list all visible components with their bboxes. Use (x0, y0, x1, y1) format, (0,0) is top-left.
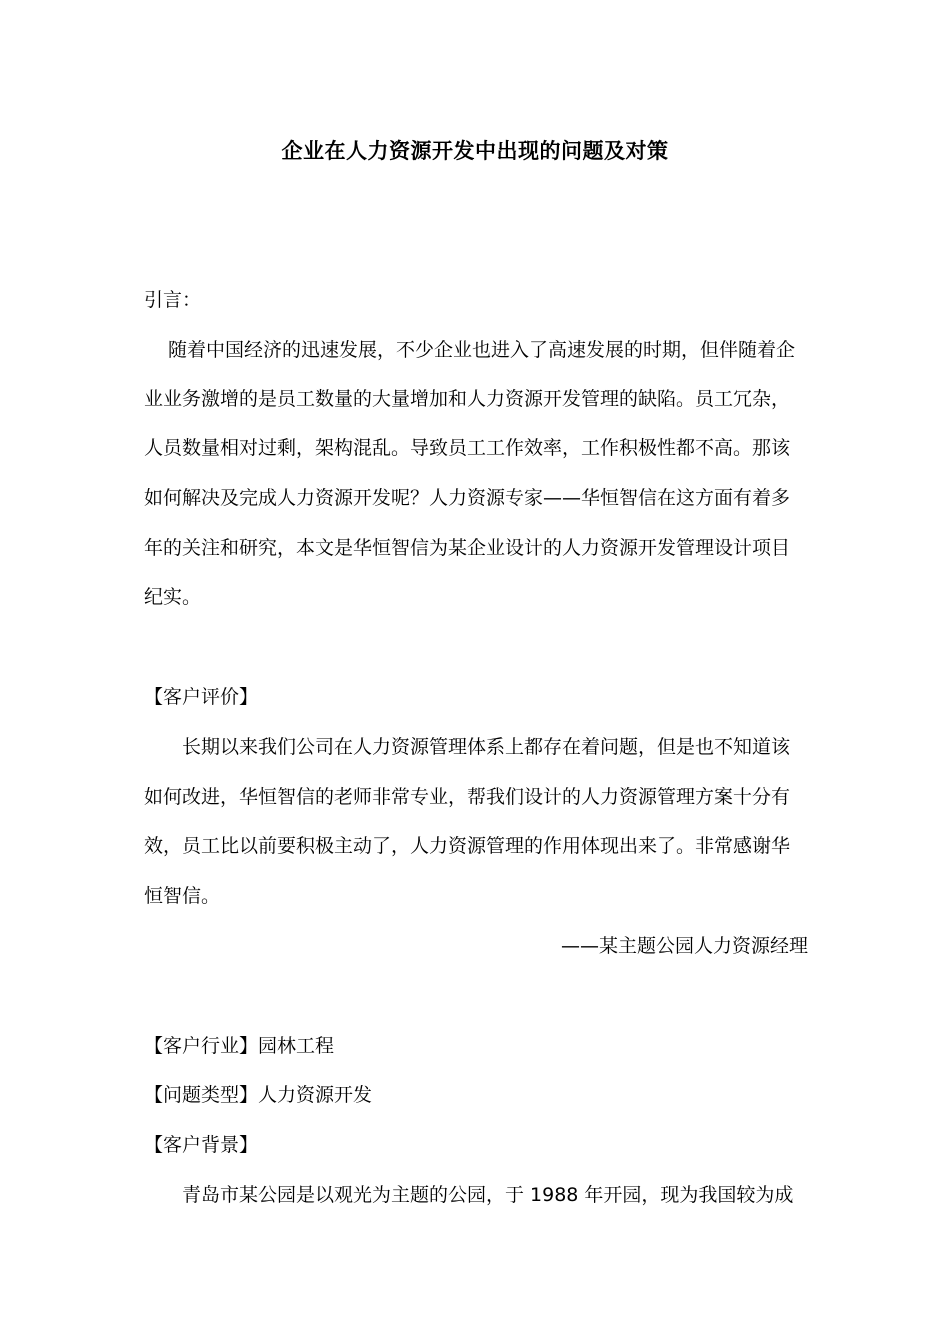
background-heading: 【客户背景】 (144, 1134, 259, 1156)
intro-paragraph-line: 业业务激增的是员工数量的大量增加和人力资源开发管理的缺陷。员工冗杂， (144, 388, 791, 410)
intro-paragraph-line: 人员数量相对过剩，架构混乱。导致员工工作效率，工作积极性都不高。那该 (144, 437, 791, 459)
problem-type-line: 【问题类型】人力资源开发 (144, 1084, 373, 1106)
review-signature: ——某主题公园人力资源经理 (560, 935, 808, 957)
review-paragraph-line: 如何改进，华恒智信的老师非常专业，帮我们设计的人力资源管理方案十分有 (144, 786, 791, 808)
background-paragraph-line: 青岛市某公园是以观光为主题的公园，于 1988 年开园，现为我国较为成 (182, 1184, 794, 1206)
intro-label: 引言： (144, 289, 202, 311)
review-paragraph-line: 效，员工比以前要积极主动了，人力资源管理的作用体现出来了。非常感谢华 (144, 835, 791, 857)
review-paragraph-line: 恒智信。 (144, 885, 221, 907)
document-title: 企业在人力资源开发中出现的问题及对策 (281, 138, 669, 163)
intro-paragraph-line: 年的关注和研究，本文是华恒智信为某企业设计的人力资源开发管理设计项目 (144, 537, 791, 559)
intro-paragraph-line: 随着中国经济的迅速发展，不少企业也进入了高速发展的时期，但伴随着企 (168, 339, 796, 361)
review-paragraph-line: 长期以来我们公司在人力资源管理体系上都存在着问题，但是也不知道该 (182, 736, 791, 758)
intro-paragraph-line: 纪实。 (144, 586, 202, 608)
industry-line: 【客户行业】园林工程 (144, 1035, 335, 1057)
intro-paragraph-line: 如何解决及完成人力资源开发呢？人力资源专家——华恒智信在这方面有着多 (144, 487, 791, 509)
review-heading: 【客户评价】 (144, 686, 259, 708)
